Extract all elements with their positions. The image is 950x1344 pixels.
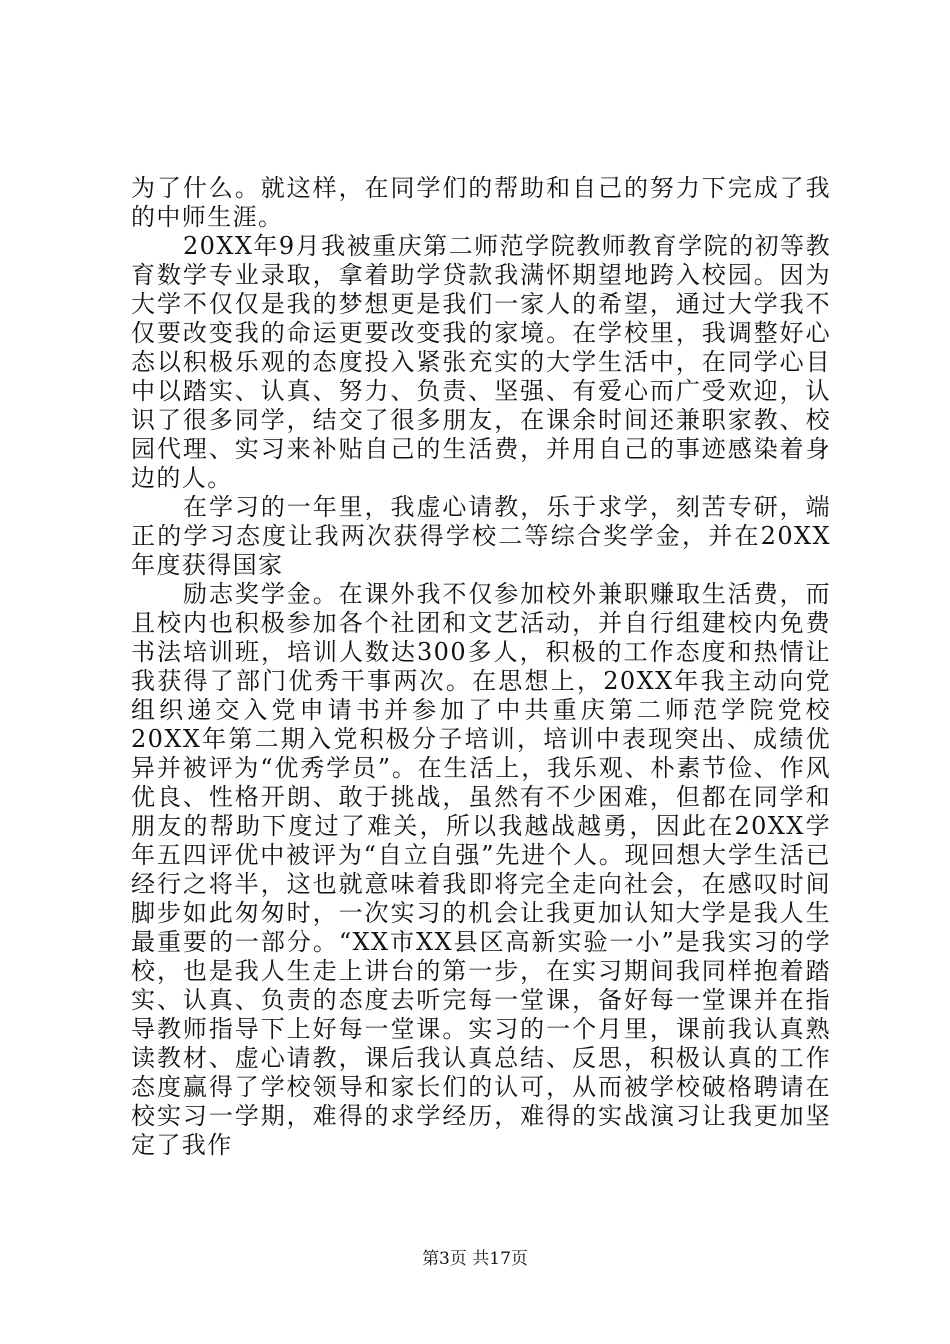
paragraph-2: 20XX年9月我被重庆第二师范学院教师教育学院的初等教育数学专业录取，拿着助学贷款我满怀期望地跨入校园。因为大学不仅仅是我的梦想更是我们一家人的希望，通过大学我不仅要改变我的命运更要改变我的家境。在学校里，我调整好心态以积极乐观的态度投入紧张充实的大学生活中，在同学心目中以踏实、认真、努力、负责、坚强、有爱心而广受欢迎，认识了很多同学，结交了很多朋友，在课余时间还兼职家教、校园代理、实习来补贴自己的生活费，并用自己的事迹感染着身边的人。 — [131, 232, 831, 492]
page-footer: 第3页 共17页 — [422, 1249, 528, 1269]
paragraph-3: 在学习的一年里，我虚心请教，乐于求学，刻苦专研，端正的学习态度让我两次获得学校二等综合奖学金，并在20XX年度获得国家 — [131, 493, 831, 579]
body-text — [131, 174, 831, 1160]
paragraph-4: 励志奖学金。在课外我不仅参加校外兼职赚取生活费，而且校内也积极参加各个社团和文艺活动，并自行组建校内免费书法培训班，培训人数达300多人，积极的工作态度和热情让我获得了部门优秀干事两次。在思想上，20XX年我主动向党组织递交入党申请书并参加了中共重庆第二师范学院党校20XX年第二期入党积极分子培训，培训中表现突出、成绩优异并被评为“优秀学员”。在生活上，我乐观、朴素节俭、作风优良、性格开朗、敢于挑战，虽然有不少困难，但都在同学和朋友的帮助下度过了难关，所以我越战越勇，因此在20XX学年五四评优中被评为“自立自强”先进个人。现回想大学生活已经行之将半，这也就意味着我即将完全走向社会，在感叹时间脚步如此匆匆时，一次实习的机会让我更加认知大学是我人生最重要的一部分。“XX市XX县区高新实验一小”是我实习的学校，也是我人生走上讲台的第一步，在实习期间我同样抱着踏实、认真、负责的态度去听完每一堂课，备好每一堂课并在指导教师指导下上好每一堂课。实习的一个月里，课前我认真熟读教材、虚心请教，课后我认真总结、反思，积极认真的工作态度赢得了学校领导和家长们的认可，从而被学校破格聘请在校实习一学期，难得的求学经历，难得的实战演习让我更加坚定了我作 — [131, 580, 831, 1159]
paragraph-1: 为了什么。就这样，在同学们的帮助和自己的努力下完成了我的中师生涯。 — [131, 174, 831, 231]
